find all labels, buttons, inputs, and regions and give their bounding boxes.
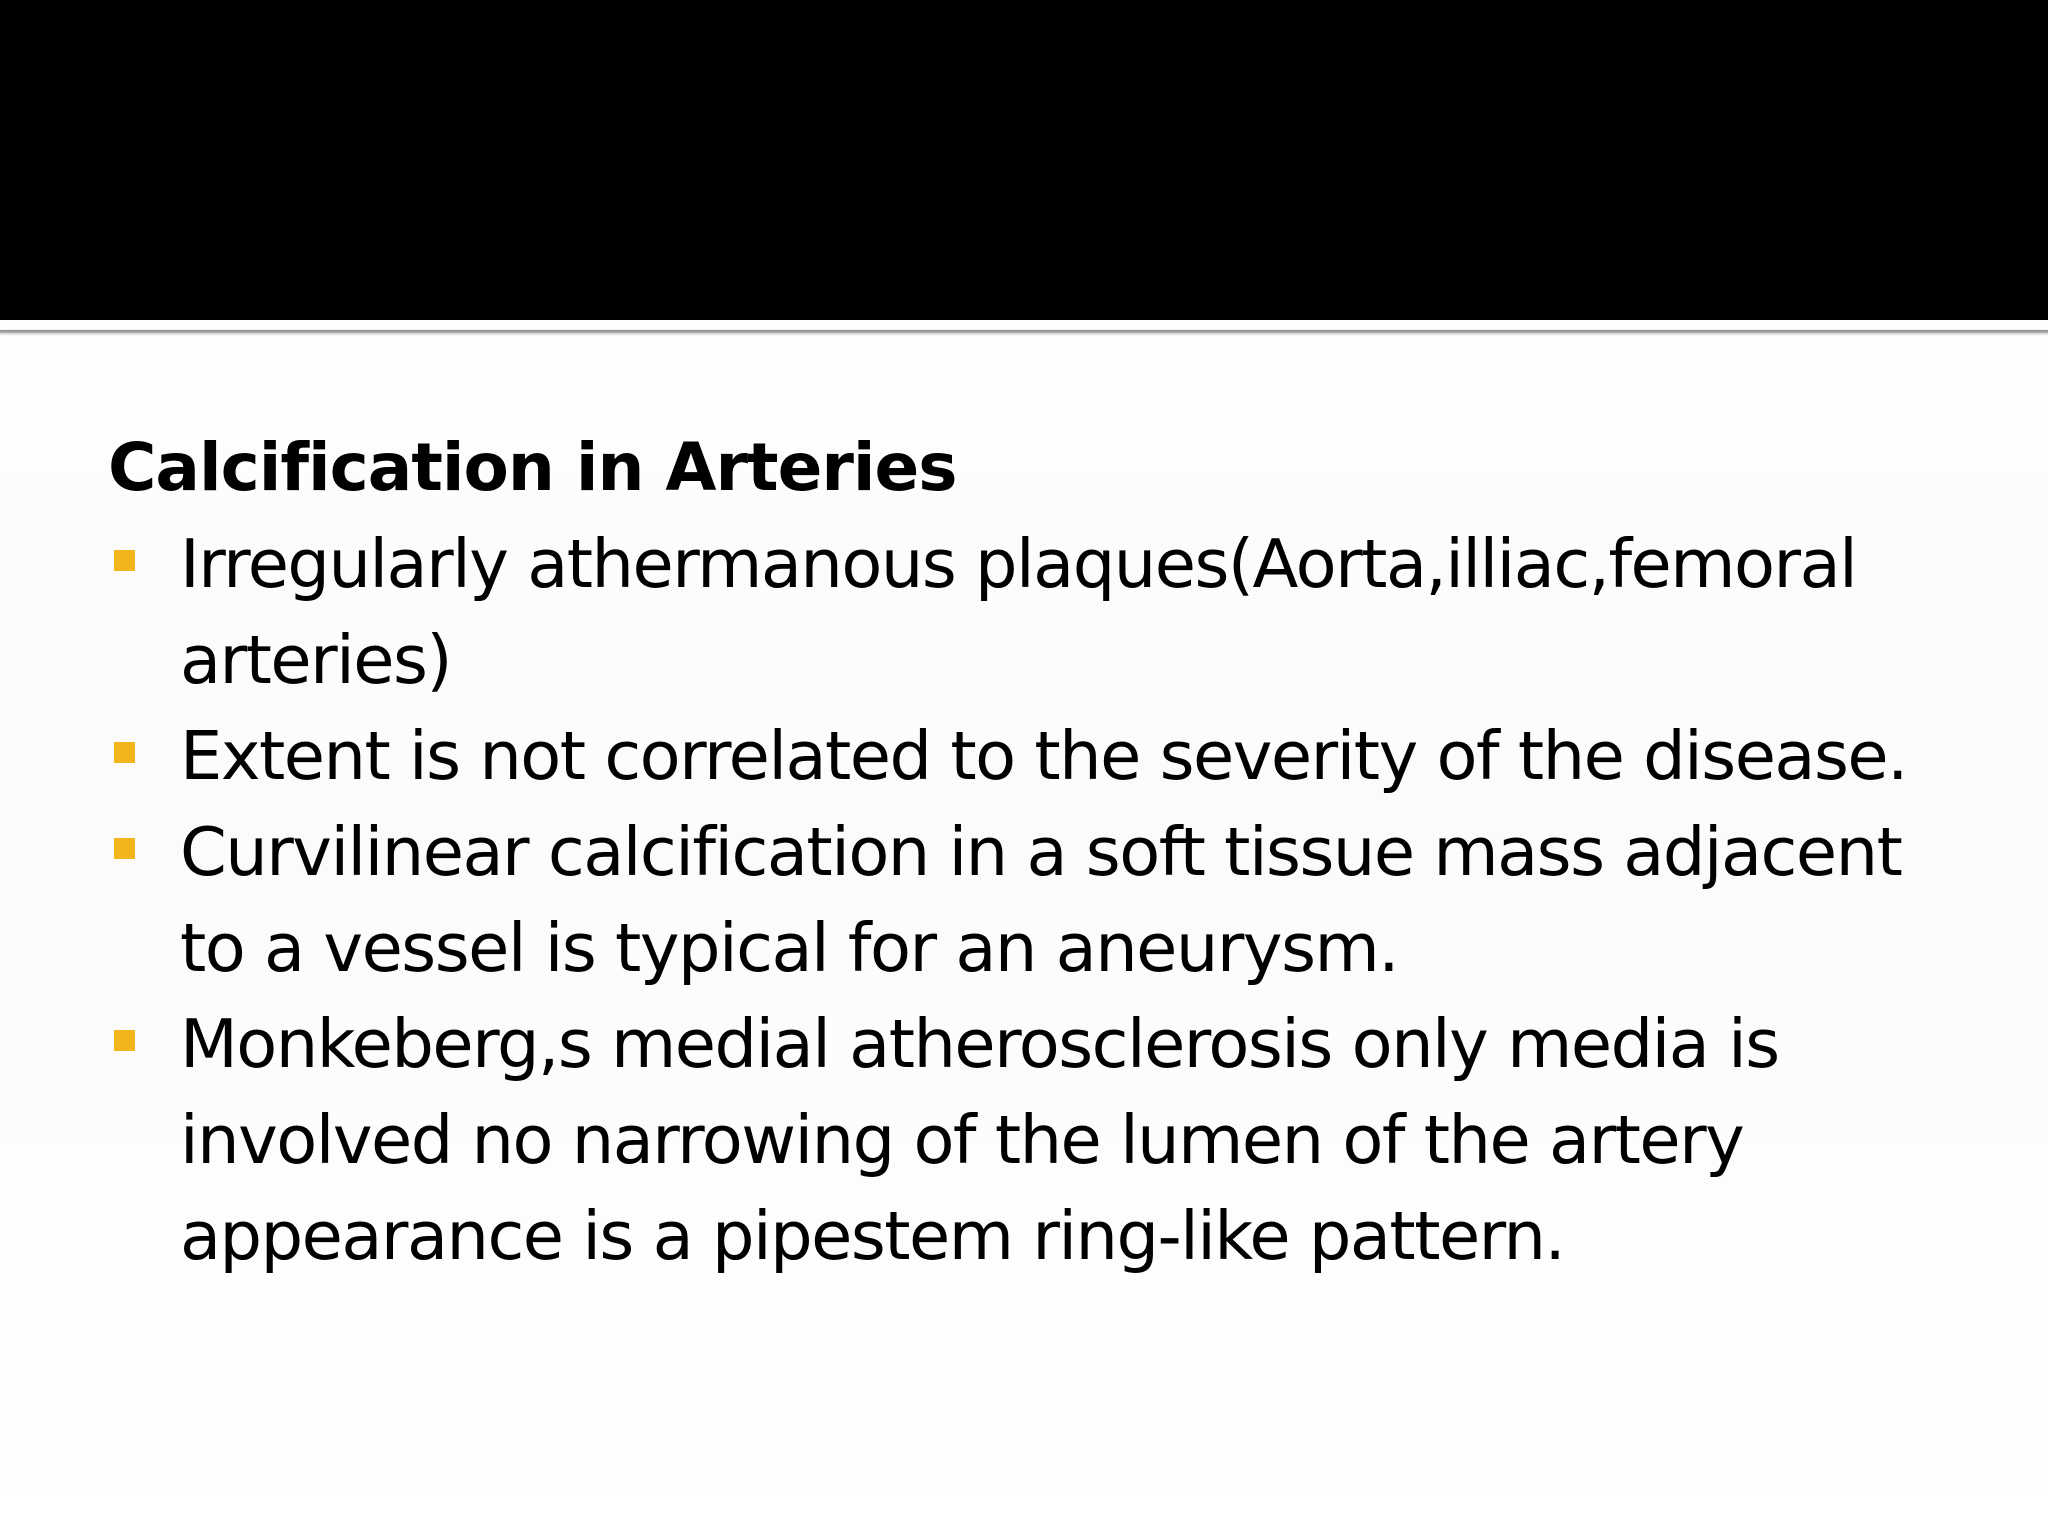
slide-content: [108, 425, 1958, 1284]
bullet-item: [108, 804, 1958, 996]
square-bullet-icon: [114, 1030, 135, 1051]
square-bullet-icon: [114, 838, 135, 859]
title-divider: [0, 330, 2048, 333]
bullet-item: [108, 516, 1958, 708]
bullet-item: [108, 996, 1958, 1284]
title-band: [0, 0, 2048, 320]
bullet-text: Extent is not correlated to the severity of the disease.: [180, 717, 1907, 795]
bullet-text: Monkeberg,s medial atherosclerosis only media is involved no narrowing of the lumen of the artery appearance is a pipestem ring-like pattern.: [180, 1005, 1779, 1275]
bullet-list: [108, 516, 1958, 1284]
square-bullet-icon: [114, 742, 135, 763]
square-bullet-icon: [114, 550, 135, 571]
bullet-text: Curvilinear calcification in a soft tissue mass adjacent to a vessel is typical for an aneurysm.: [180, 813, 1902, 987]
slide-heading: Calcification in Arteries: [108, 429, 957, 506]
bullet-item: [108, 708, 1958, 804]
bullet-text: Irregularly athermanous plaques(Aorta,illiac,femoral arteries): [180, 525, 1857, 699]
